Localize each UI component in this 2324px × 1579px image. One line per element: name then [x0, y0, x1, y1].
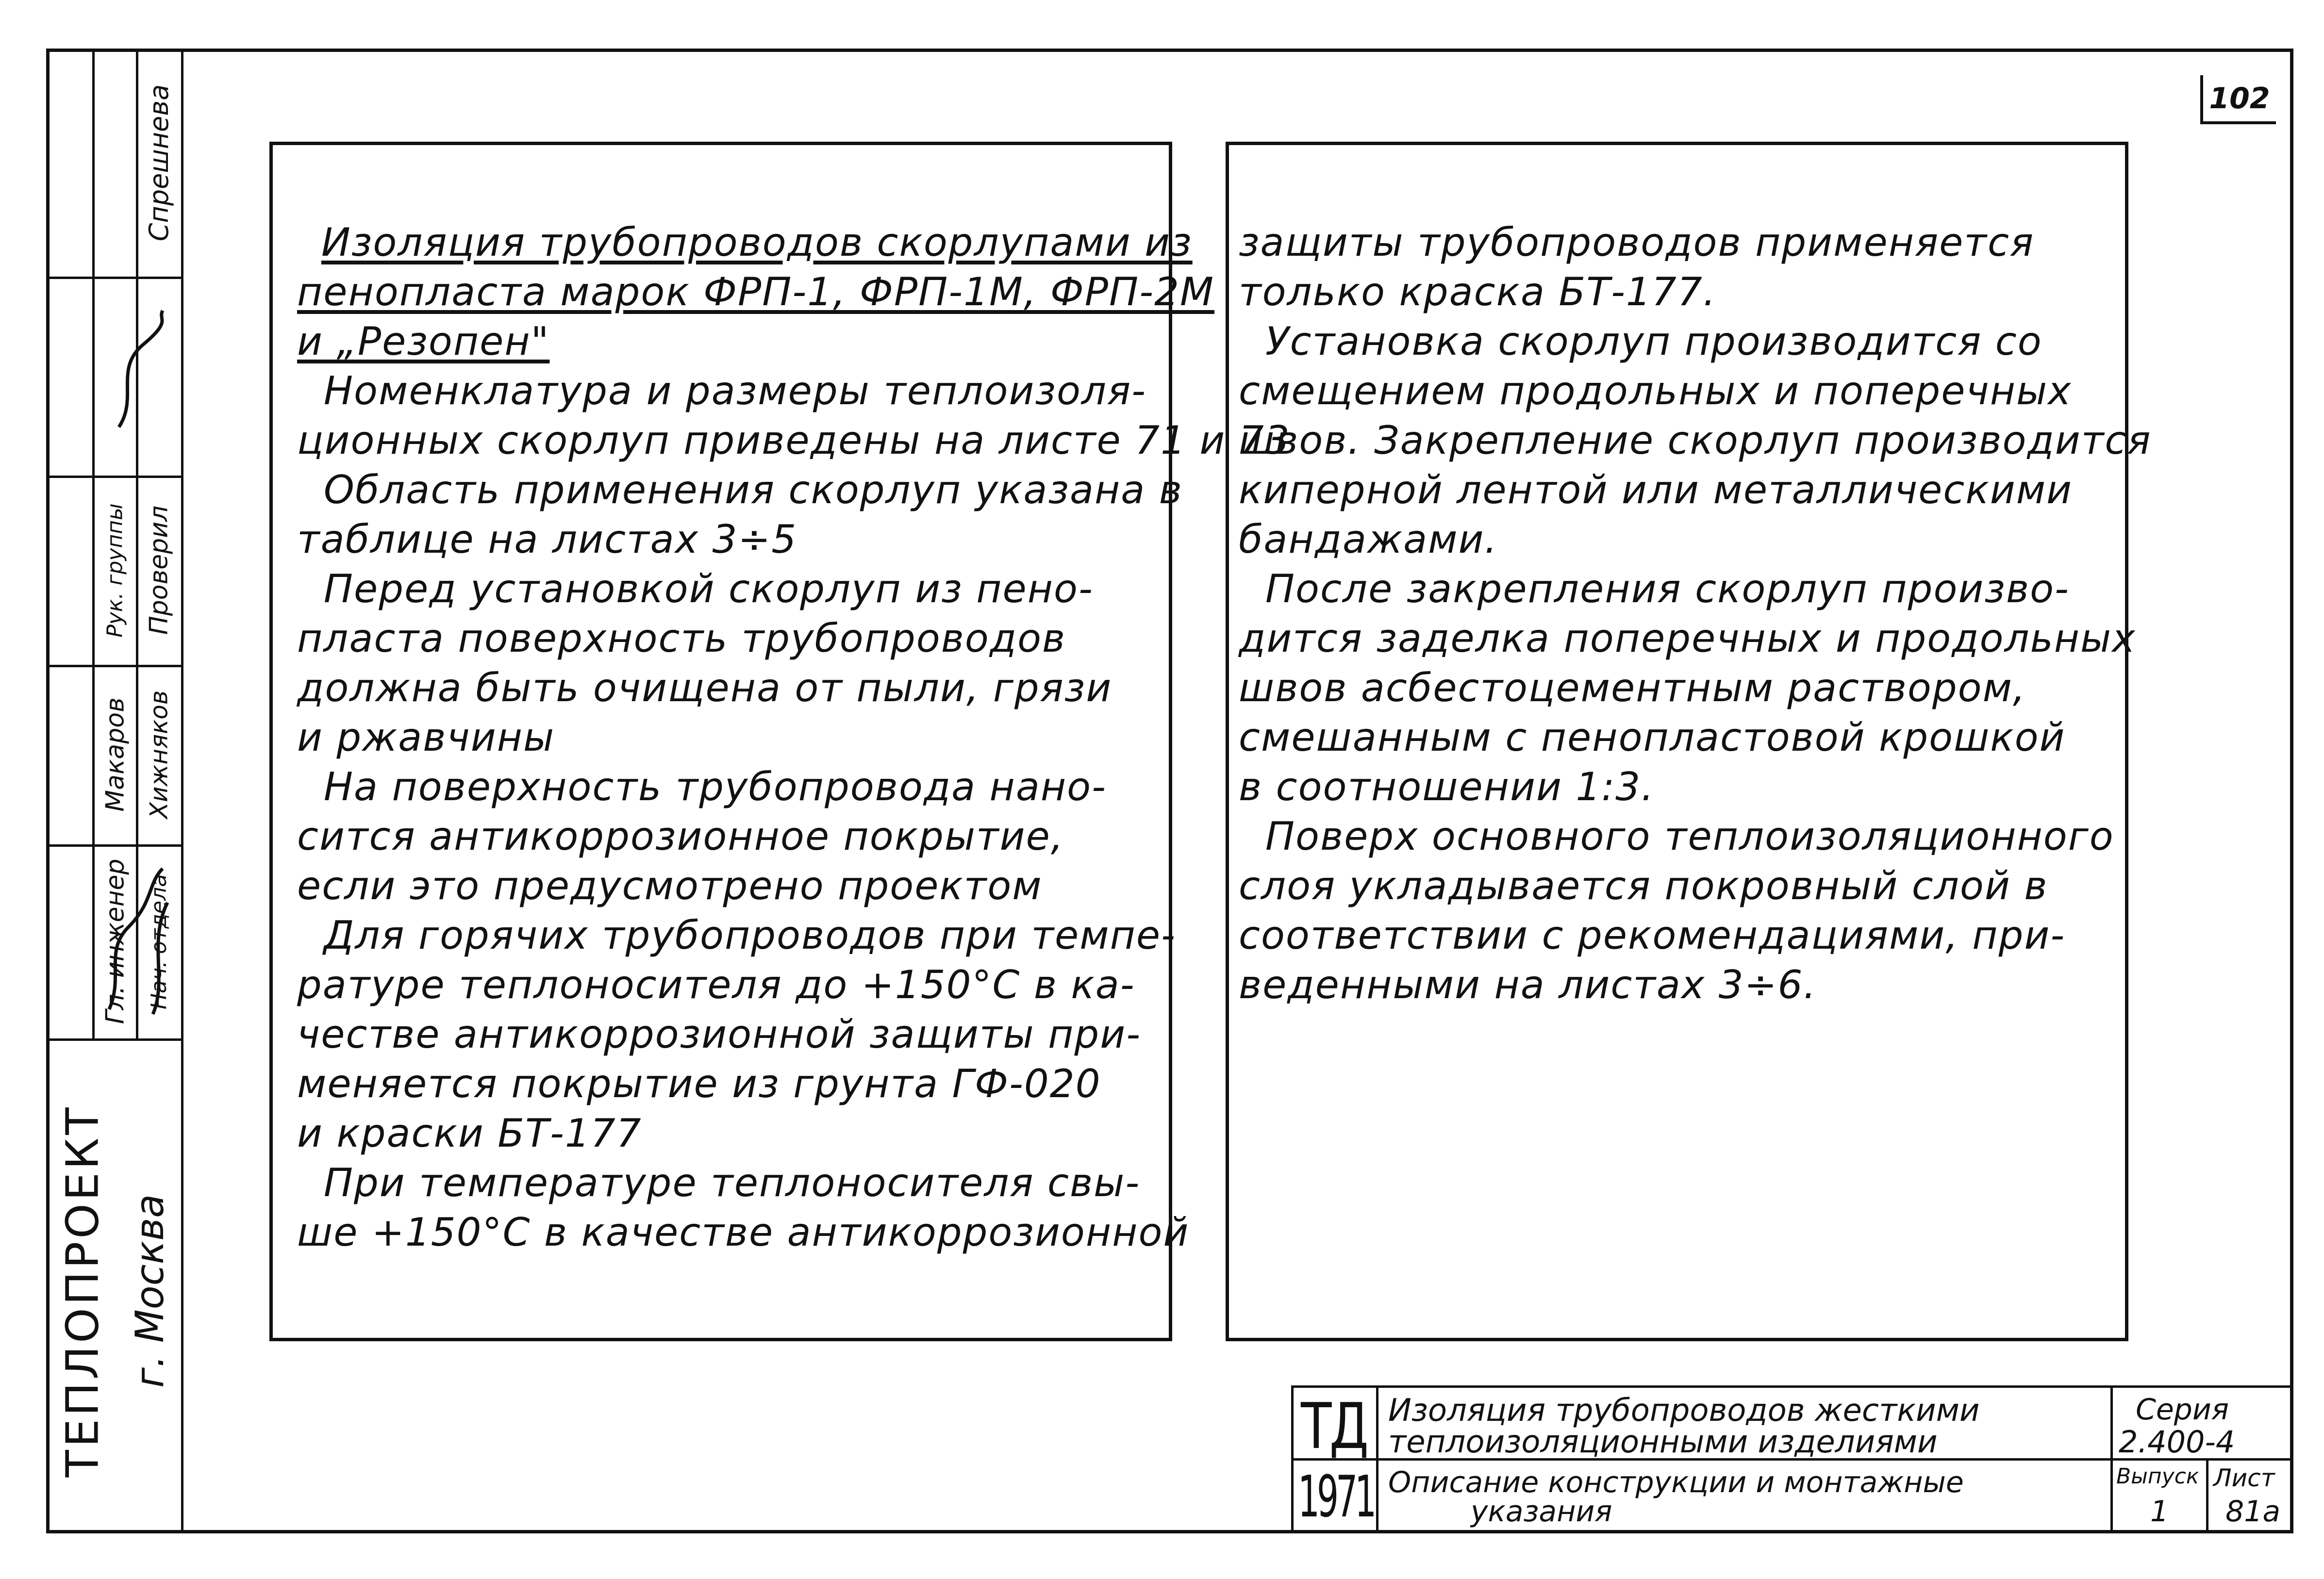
text-line: ратуре теплоносителя до +150°С в ка- — [297, 962, 1135, 1007]
text-line: честве антикоррозионной защиты при- — [297, 1012, 1142, 1057]
text-line: После закрепления скорлуп произво- — [1239, 566, 2070, 611]
text-line: ционных скорлуп приведены на листе 71 и 73 — [297, 418, 1291, 463]
text-line: смещением продольных и поперечных — [1239, 368, 2072, 413]
stamp-city: г. Москва — [127, 1194, 173, 1388]
issue-label: Выпуск — [2116, 1464, 2199, 1489]
stamp-border — [181, 49, 183, 1533]
text-line: слоя укладывается покровный слой в — [1239, 863, 2048, 908]
text-line: Область применения скорлуп указана в — [297, 467, 1183, 512]
text-line: ше +150°С в качестве антикоррозионной — [297, 1210, 1190, 1255]
title-block-divider — [2206, 1458, 2208, 1533]
stamp-role: Гл. инженер — [100, 858, 130, 1024]
stamp-divider — [46, 277, 183, 279]
section-title-line: и „Резопен" — [297, 319, 550, 364]
text-line: На поверхность трубопровода нано- — [297, 764, 1107, 809]
text-line: Поверх основного теплоизоляционного — [1239, 814, 2114, 859]
text-line: таблице на листах 3÷5 — [297, 517, 797, 562]
text-line: и ржавчины — [297, 715, 555, 760]
text-line: и краски БТ-177 — [297, 1111, 642, 1156]
title-block — [1291, 1385, 2293, 1533]
text-line: бандажами. — [1239, 517, 1498, 562]
signature-mark — [95, 854, 177, 1019]
text-line: Установка скорлуп производится со — [1239, 319, 2042, 364]
text-line: в соотношении 1:3. — [1239, 764, 1655, 809]
text-line: только краска БТ-177. — [1239, 269, 1717, 314]
signature-mark — [100, 301, 177, 446]
stamp-divider — [46, 1038, 183, 1041]
stamp-name: Макаров — [100, 697, 130, 812]
text-line: швов. Закрепление скорлуп производится — [1239, 418, 2152, 463]
text-line: При температуре теплоносителя свы- — [297, 1160, 1141, 1205]
sheet-label: Лист — [2213, 1464, 2275, 1492]
text-line: швов асбестоцементным раствором, — [1239, 665, 2026, 710]
text-line: должна быть очищена от пыли, грязи — [297, 665, 1112, 710]
drawing-title-2: теплоизоляционными изделиями — [1388, 1424, 1938, 1460]
stamp-name: Хижняков — [145, 690, 173, 819]
issue-value: 1 — [2150, 1495, 2169, 1529]
title-block-border — [1291, 1385, 2293, 1388]
sheet-number: 102 — [2200, 75, 2276, 124]
text-line: смешанным с пенопластовой крошкой — [1239, 715, 2066, 760]
section-title-line: пенопласта марок ФРП-1, ФРП-1М, ФРП-2М — [297, 269, 1214, 314]
drawing-subtitle-2: указания — [1471, 1495, 1612, 1529]
left-text-panel — [269, 142, 1291, 1341]
stamp-role: Рук. группы — [103, 503, 128, 638]
drawing-title-1: Изоляция трубопроводов жесткими — [1388, 1393, 1980, 1429]
stamp-role: Нач. отдела — [147, 873, 171, 1009]
series-label: Серия — [2136, 1393, 2229, 1427]
text-line: сится антикоррозионное покрытие, — [297, 814, 1064, 859]
text-line: Номенклатура и размеры теплоизоля- — [297, 368, 1147, 413]
text-line: меняется покрытие из грунта ГФ-020 — [297, 1061, 1101, 1106]
text-line: киперной лентой или металлическими — [1239, 467, 2073, 512]
stamp-name: Спрешнева — [144, 84, 174, 241]
series-value: 2.400-4 — [2119, 1424, 2235, 1460]
right-text-panel — [1226, 142, 2152, 1341]
text-line: дится заделка поперечных и продольных — [1239, 616, 2136, 661]
text-line: соответствии с рекомендациями, при- — [1239, 913, 2066, 958]
title-block-divider — [2110, 1385, 2113, 1533]
section-title-line: Изоляция трубопроводов скорлупами из — [321, 220, 1193, 265]
drawing-subtitle-1: Описание конструкции и монтажные — [1388, 1465, 1964, 1499]
sheet-value: 81а — [2225, 1495, 2281, 1529]
text-line: Перед установкой скорлуп из пено- — [297, 566, 1094, 611]
side-stamp — [46, 49, 183, 1533]
text-line: если это предусмотрено проектом — [297, 863, 1043, 908]
mark-year: 1971 — [1298, 1463, 1374, 1530]
text-line: пласта поверхность трубопроводов — [297, 616, 1066, 661]
text-line: веденными на листах 3÷6. — [1239, 962, 1817, 1007]
mark-td: ТД — [1301, 1389, 1367, 1463]
text-line: Для горячих трубопроводов при темпе- — [297, 913, 1176, 958]
title-block-divider — [1376, 1385, 1378, 1533]
text-line: защиты трубопроводов применяется — [1239, 220, 2035, 265]
stamp-role: Проверил — [144, 505, 174, 635]
stamp-organization: ТЕПЛОПРОЕКТ — [56, 1104, 109, 1477]
